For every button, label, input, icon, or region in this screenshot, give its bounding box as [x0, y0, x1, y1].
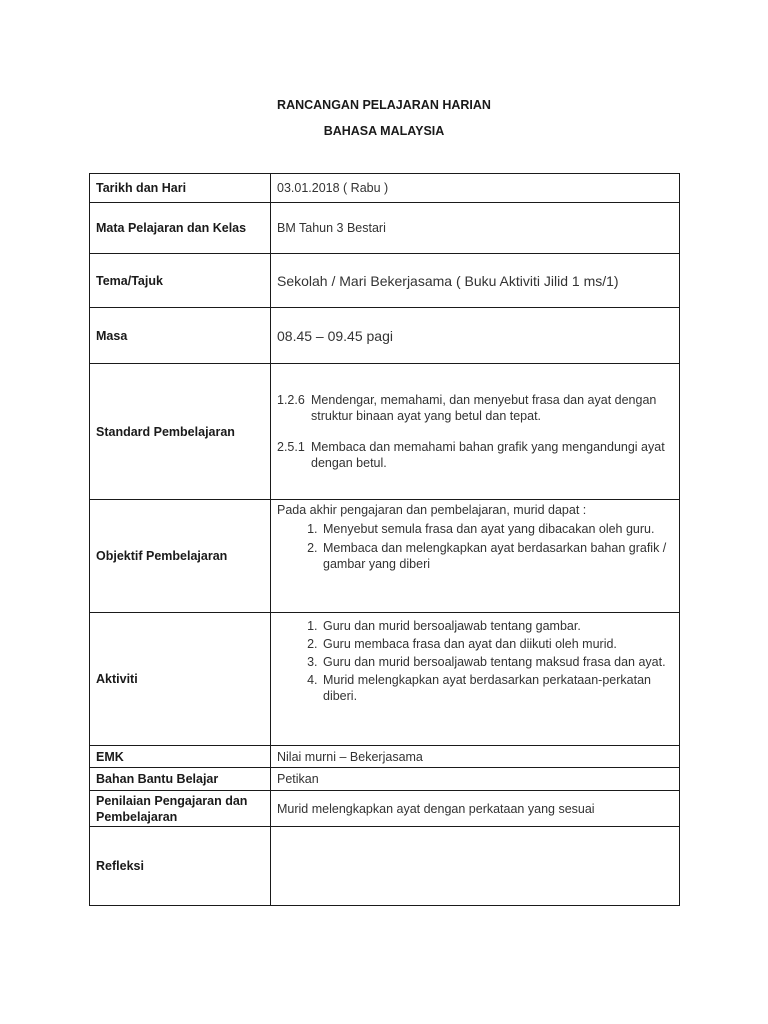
table-row-masa	[90, 308, 680, 364]
objektif-intro: Pada akhir pengajaran dan pembelajaran, murid dapat :	[277, 503, 587, 517]
aktiviti-label: Aktiviti	[90, 613, 271, 746]
table-row-aktiviti	[90, 613, 680, 746]
objektif-value	[271, 500, 680, 613]
table-row-bahan	[90, 768, 680, 791]
objektif-list	[277, 521, 673, 572]
tema-value: Sekolah / Mari Bekerjasama ( Buku Aktiviti Jilid 1 ms/1)	[271, 254, 680, 308]
mata-pelajaran-value: BM Tahun 3 Bestari	[271, 203, 680, 254]
standard-value	[271, 364, 680, 500]
list-item: 1. Menyebut semula frasa dan ayat yang dibacakan oleh guru.	[321, 521, 673, 537]
standard-text: Membaca dan memahami bahan grafik yang mengandungi ayat dengan betul.	[311, 440, 665, 470]
table-row-refleksi	[90, 827, 680, 906]
aktiviti-value	[271, 613, 680, 746]
table-row-objektif	[90, 500, 680, 613]
penilaian-label: Penilaian Pengajaran dan Pembelajaran	[90, 791, 271, 827]
refleksi-label: Refleksi	[90, 827, 271, 906]
table-row-tarikh	[90, 174, 680, 203]
aktiviti-list	[277, 618, 673, 704]
document-title: RANCANGAN PELAJARAN HARIAN	[277, 98, 491, 112]
list-item: 2. Membaca dan melengkapkan ayat berdasarkan bahan grafik / gambar yang diberi	[321, 540, 673, 572]
masa-value: 08.45 – 09.45 pagi	[271, 308, 680, 364]
list-item: 3. Guru dan murid bersoaljawab tentang maksud frasa dan ayat.	[321, 654, 673, 670]
mata-pelajaran-label: Mata Pelajaran dan Kelas	[90, 203, 271, 254]
table-row-penilaian	[90, 791, 680, 827]
list-item: 1. Guru dan murid bersoaljawab tentang gambar.	[321, 618, 673, 634]
standard-item	[277, 392, 673, 424]
table-row-standard	[90, 364, 680, 500]
bahan-label: Bahan Bantu Belajar	[90, 768, 271, 791]
table-row-emk	[90, 746, 680, 768]
masa-label: Masa	[90, 308, 271, 364]
standard-code: 1.2.6	[277, 393, 305, 407]
penilaian-value: Murid melengkapkan ayat dengan perkataan yang sesuai	[271, 791, 680, 827]
tarikh-value: 03.01.2018 ( Rabu )	[271, 174, 680, 203]
emk-value: Nilai murni – Bekerjasama	[271, 746, 680, 768]
refleksi-value	[271, 827, 680, 906]
standard-text: Mendengar, memahami, dan menyebut frasa dan ayat dengan struktur binaan ayat yang betul dan tepat.	[311, 393, 657, 423]
table-row-mata-pelajaran	[90, 203, 680, 254]
standard-code: 2.5.1	[277, 440, 305, 454]
bahan-value: Petikan	[271, 768, 680, 791]
standard-label: Standard Pembelajaran	[90, 364, 271, 500]
lesson-plan-table	[89, 173, 680, 906]
tarikh-label: Tarikh dan Hari	[90, 174, 271, 203]
list-item: 2. Guru membaca frasa dan ayat dan diikuti oleh murid.	[321, 636, 673, 652]
objektif-label: Objektif Pembelajaran	[90, 500, 271, 613]
standard-item	[277, 439, 673, 471]
tema-label: Tema/Tajuk	[90, 254, 271, 308]
table-row-tema	[90, 254, 680, 308]
list-item: 4. Murid melengkapkan ayat berdasarkan perkataan-perkatan diberi.	[321, 672, 673, 704]
emk-label: EMK	[90, 746, 271, 768]
document-subtitle: BAHASA MALAYSIA	[323, 124, 445, 138]
